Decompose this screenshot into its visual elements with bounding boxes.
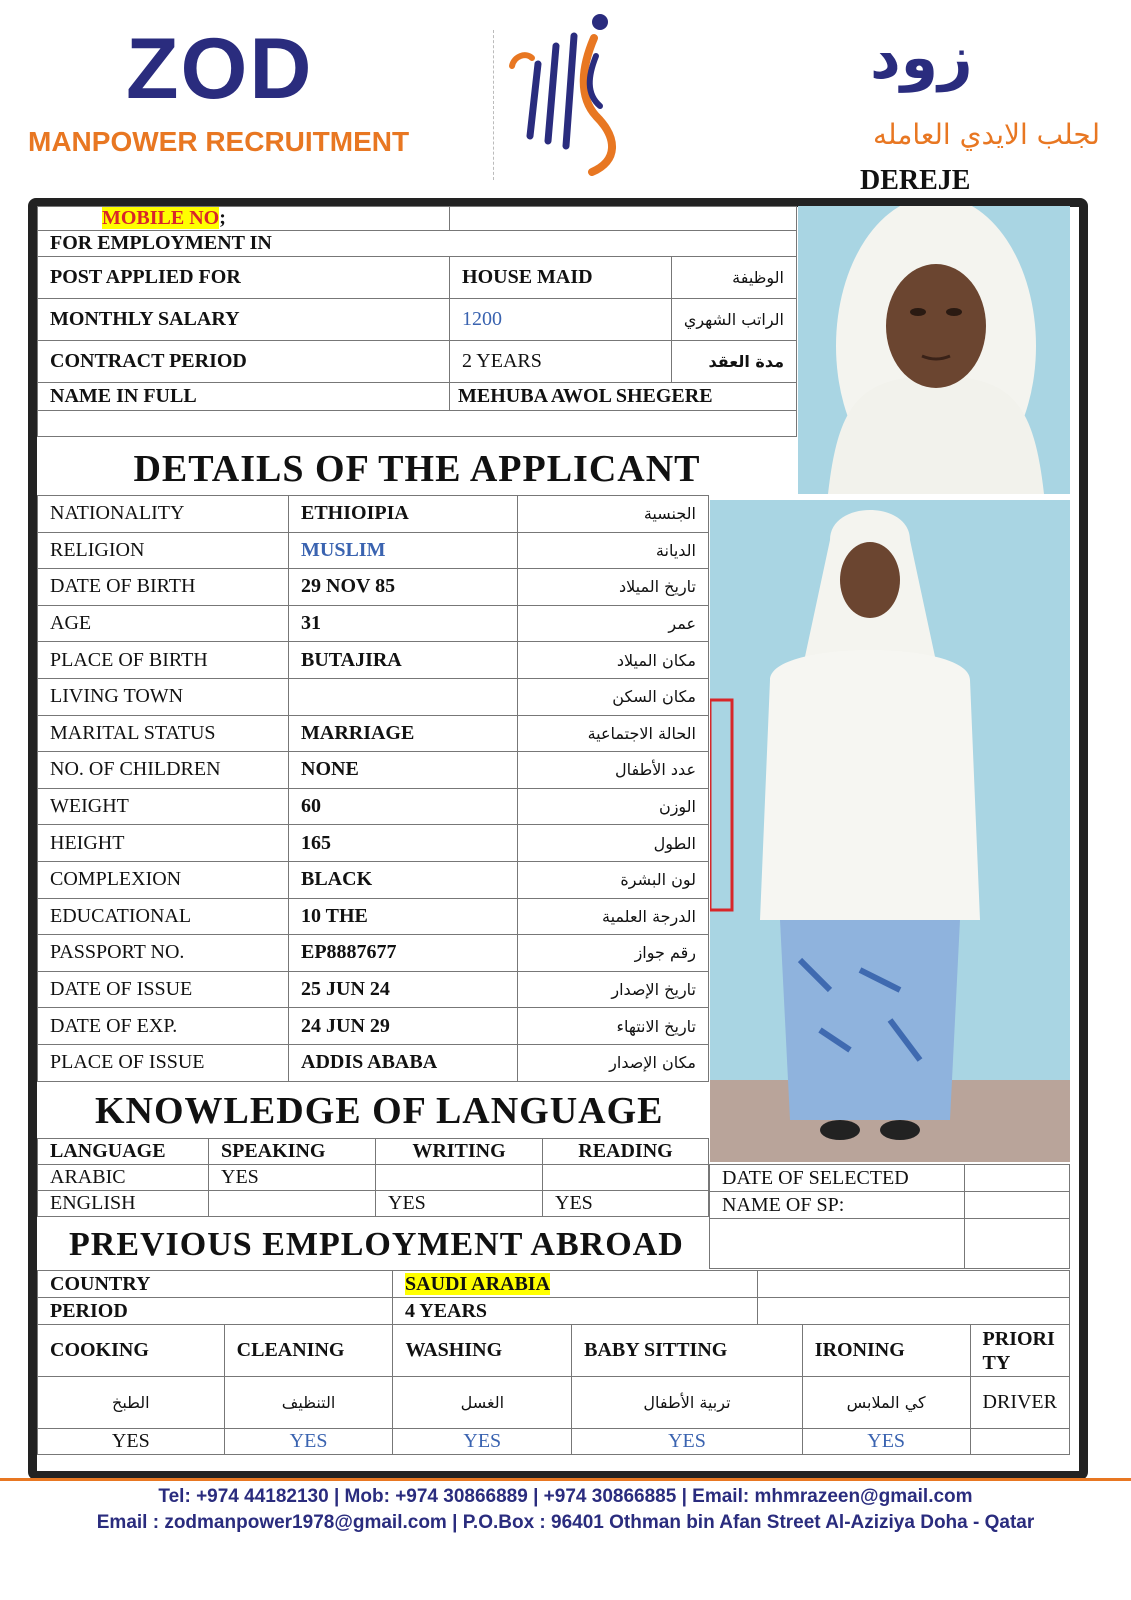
footer-address-line: Email : zodmanpower1978@gmail.com | P.O.Box : 96401 Othman bin Afan Street Al-Aziziya Doha - Qatar bbox=[96, 1512, 1035, 1533]
lang-cell: ENGLISH bbox=[38, 1191, 209, 1217]
agent-name: DEREJE bbox=[860, 165, 971, 196]
skill-header: COOKING bbox=[38, 1325, 225, 1377]
table-row bbox=[38, 861, 709, 898]
detail-arabic: مكان الإصدار bbox=[518, 1044, 709, 1081]
mobile-cell: MOBILE NO; bbox=[38, 207, 450, 231]
detail-label: WEIGHT bbox=[38, 788, 289, 825]
table-row bbox=[38, 788, 709, 825]
name-label: NAME IN FULL bbox=[38, 383, 450, 411]
employment-table bbox=[37, 206, 797, 437]
footer-divider bbox=[0, 1478, 1131, 1481]
detail-label: PASSPORT NO. bbox=[38, 935, 289, 972]
detail-label: LIVING TOWN bbox=[38, 678, 289, 715]
reading-header: READING bbox=[543, 1139, 709, 1165]
detail-value: BLACK bbox=[289, 861, 518, 898]
detail-label: EDUCATIONAL bbox=[38, 898, 289, 935]
skill-arabic: الغسل bbox=[393, 1377, 572, 1429]
skill-header: PRIORI TY bbox=[970, 1325, 1069, 1377]
table-row bbox=[38, 1298, 1070, 1325]
post-label: POST APPLIED FOR bbox=[38, 257, 450, 299]
detail-value: ETHIOIPIA bbox=[289, 496, 518, 533]
header-divider bbox=[493, 30, 494, 180]
detail-arabic: مكان الميلاد bbox=[518, 642, 709, 679]
detail-arabic: الوزن bbox=[518, 788, 709, 825]
writing-cell: YES bbox=[376, 1191, 543, 1217]
table-row bbox=[38, 496, 709, 533]
table-row bbox=[38, 299, 797, 341]
detail-arabic: تاريخ الميلاد bbox=[518, 569, 709, 606]
blank-row bbox=[38, 411, 797, 437]
table-row bbox=[38, 1008, 709, 1045]
detail-arabic: تاريخ الإصدار bbox=[518, 971, 709, 1008]
contract-arabic: مدة العقد bbox=[671, 341, 796, 383]
figure-logo-icon bbox=[500, 6, 640, 176]
detail-label: DATE OF ISSUE bbox=[38, 971, 289, 1008]
table-row bbox=[38, 1044, 709, 1081]
detail-value: 31 bbox=[289, 605, 518, 642]
detail-label: PLACE OF BIRTH bbox=[38, 642, 289, 679]
detail-arabic: عمر bbox=[518, 605, 709, 642]
table-row bbox=[38, 383, 797, 411]
mobile-value bbox=[450, 207, 797, 231]
reading-cell bbox=[543, 1165, 709, 1191]
salary-label: MONTHLY SALARY bbox=[38, 299, 450, 341]
speaking-header: SPEAKING bbox=[209, 1139, 376, 1165]
footer-contact-line: Tel: +974 44182130 | Mob: +974 30866889 | +974 30866885 | Email: mhmrazeen@gmail.com bbox=[158, 1486, 973, 1507]
writing-header: WRITING bbox=[376, 1139, 543, 1165]
detail-arabic: الديانة bbox=[518, 532, 709, 569]
skill-header: WASHING bbox=[393, 1325, 572, 1377]
detail-value: EP8887677 bbox=[289, 935, 518, 972]
contract-value: 2 YEARS bbox=[450, 341, 672, 383]
detail-arabic: الدرجة العلمية bbox=[518, 898, 709, 935]
table-row bbox=[38, 678, 709, 715]
detail-label: NATIONALITY bbox=[38, 496, 289, 533]
detail-label: AGE bbox=[38, 605, 289, 642]
name-sp-label: NAME OF SP: bbox=[710, 1192, 965, 1219]
table-row bbox=[38, 257, 797, 299]
brand-logo-text: ZOD bbox=[126, 21, 314, 117]
language-table bbox=[37, 1138, 709, 1217]
detail-value: 165 bbox=[289, 825, 518, 862]
detail-value: ADDIS ABABA bbox=[289, 1044, 518, 1081]
table-row bbox=[38, 898, 709, 935]
salary-arabic: الراتب الشهري bbox=[671, 299, 796, 341]
skill-value bbox=[970, 1429, 1069, 1455]
skill-header: BABY SITTING bbox=[572, 1325, 803, 1377]
detail-arabic: الحالة الاجتماعية bbox=[518, 715, 709, 752]
detail-label: DATE OF EXP. bbox=[38, 1008, 289, 1045]
country-label: COUNTRY bbox=[38, 1271, 393, 1298]
detail-value: 25 JUN 24 bbox=[289, 971, 518, 1008]
detail-label: DATE OF BIRTH bbox=[38, 569, 289, 606]
table-row bbox=[38, 1191, 709, 1217]
speaking-cell: YES bbox=[209, 1165, 376, 1191]
detail-arabic: الجنسية bbox=[518, 496, 709, 533]
employment-in-label: FOR EMPLOYMENT IN bbox=[38, 231, 797, 257]
post-value: HOUSE MAID bbox=[450, 257, 672, 299]
period-label: PERIOD bbox=[38, 1298, 393, 1325]
table-row bbox=[38, 971, 709, 1008]
skill-value: YES bbox=[802, 1429, 970, 1455]
detail-arabic: تاريخ الانتهاء bbox=[518, 1008, 709, 1045]
detail-label: NO. OF CHILDREN bbox=[38, 752, 289, 789]
selection-table bbox=[709, 1164, 1070, 1269]
previous-table bbox=[37, 1270, 1070, 1325]
detail-label: HEIGHT bbox=[38, 825, 289, 862]
lang-cell: ARABIC bbox=[38, 1165, 209, 1191]
blank-cell bbox=[965, 1219, 1070, 1269]
details-table bbox=[37, 495, 709, 1082]
table-row bbox=[38, 1165, 709, 1191]
detail-value: 60 bbox=[289, 788, 518, 825]
skill-header: IRONING bbox=[802, 1325, 970, 1377]
arabic-brand-logo: زود bbox=[870, 23, 973, 93]
detail-label: PLACE OF ISSUE bbox=[38, 1044, 289, 1081]
detail-value: BUTAJIRA bbox=[289, 642, 518, 679]
detail-arabic: الطول bbox=[518, 825, 709, 862]
table-row bbox=[38, 1271, 1070, 1298]
detail-value: 29 NOV 85 bbox=[289, 569, 518, 606]
blank-cell bbox=[758, 1271, 1070, 1298]
skill-value: YES bbox=[38, 1429, 225, 1455]
arabic-tagline: لجلب الايدي العامله bbox=[873, 118, 1100, 151]
blank-cell bbox=[758, 1298, 1070, 1325]
mobile-label: MOBILE NO bbox=[102, 207, 220, 229]
detail-label: COMPLEXION bbox=[38, 861, 289, 898]
date-selected-label: DATE OF SELECTED bbox=[710, 1165, 965, 1192]
detail-arabic: عدد الأطفال bbox=[518, 752, 709, 789]
brand-subtitle: MANPOWER RECRUITMENT bbox=[28, 126, 410, 157]
period-value: 4 YEARS bbox=[393, 1298, 758, 1325]
name-sp-value bbox=[965, 1192, 1070, 1219]
headshot-photo bbox=[798, 206, 1070, 494]
detail-arabic: لون البشرة bbox=[518, 861, 709, 898]
speaking-cell bbox=[209, 1191, 376, 1217]
table-row bbox=[38, 569, 709, 606]
table-row bbox=[38, 532, 709, 569]
detail-value: NONE bbox=[289, 752, 518, 789]
name-value: MEHUBA AWOL SHEGERE bbox=[450, 383, 797, 411]
detail-label: RELIGION bbox=[38, 532, 289, 569]
full-body-photo bbox=[710, 500, 1070, 1162]
contract-label: CONTRACT PERIOD bbox=[38, 341, 450, 383]
blank-cell bbox=[710, 1219, 965, 1269]
table-row bbox=[38, 642, 709, 679]
skill-arabic: تربية الأطفال bbox=[572, 1377, 803, 1429]
salary-value: 1200 bbox=[450, 299, 672, 341]
detail-arabic: رقم جواز bbox=[518, 935, 709, 972]
table-row bbox=[38, 752, 709, 789]
detail-arabic: مكان السكن bbox=[518, 678, 709, 715]
reading-cell: YES bbox=[543, 1191, 709, 1217]
table-row bbox=[38, 605, 709, 642]
table-row bbox=[38, 715, 709, 752]
skill-header: CLEANING bbox=[224, 1325, 393, 1377]
country-value: SAUDI ARABIA bbox=[405, 1272, 551, 1295]
skill-arabic: DRIVER bbox=[970, 1377, 1069, 1429]
table-row bbox=[38, 825, 709, 862]
skills-table bbox=[37, 1324, 1070, 1455]
skill-value: YES bbox=[393, 1429, 572, 1455]
table-row bbox=[38, 341, 797, 383]
detail-value: 24 JUN 29 bbox=[289, 1008, 518, 1045]
post-arabic: الوظيفة bbox=[671, 257, 796, 299]
detail-label: MARITAL STATUS bbox=[38, 715, 289, 752]
previous-title: PREVIOUS EMPLOYMENT ABROAD bbox=[69, 1226, 684, 1263]
detail-value bbox=[289, 678, 518, 715]
date-selected-value bbox=[965, 1165, 1070, 1192]
details-title: DETAILS OF THE APPLICANT bbox=[133, 448, 701, 490]
writing-cell bbox=[376, 1165, 543, 1191]
skill-arabic: كي الملابس bbox=[802, 1377, 970, 1429]
table-row bbox=[38, 935, 709, 972]
skill-value: YES bbox=[224, 1429, 393, 1455]
language-title: KNOWLEDGE OF LANGUAGE bbox=[95, 1090, 664, 1132]
skill-arabic: التنظيف bbox=[224, 1377, 393, 1429]
language-header: LANGUAGE bbox=[38, 1139, 209, 1165]
detail-value: MARRIAGE bbox=[289, 715, 518, 752]
skill-value: YES bbox=[572, 1429, 803, 1455]
detail-value: 10 THE bbox=[289, 898, 518, 935]
detail-value: MUSLIM bbox=[289, 532, 518, 569]
skill-arabic: الطبخ bbox=[38, 1377, 225, 1429]
